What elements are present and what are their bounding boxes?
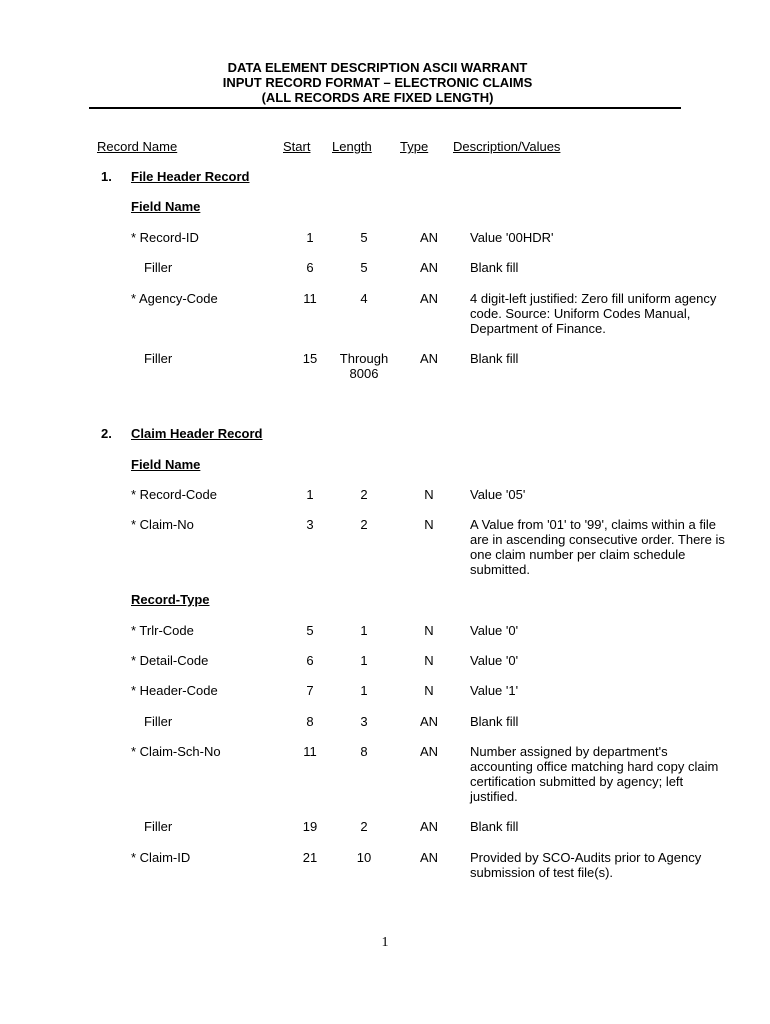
field-start: 6 — [306, 260, 314, 275]
field-name: * Record-ID — [131, 230, 199, 245]
field-description: Blank fill — [470, 351, 519, 366]
field-start: 1 — [306, 487, 314, 502]
field-length: 2 — [360, 819, 368, 834]
field-description: Provided by SCO-Audits prior to Agency submission of test file(s). — [470, 850, 702, 880]
field-length: 1 — [360, 653, 368, 668]
field-start: 5 — [306, 623, 314, 638]
field-description: A Value from '01' to '99', claims within a file are in ascending consecutive order. There is one claim number per claim schedule submitted. — [470, 517, 725, 577]
field-name: * Header-Code — [131, 683, 218, 698]
field-type: AN — [419, 819, 439, 834]
field-length: 2 — [360, 487, 368, 502]
field-description: Value '0' — [470, 653, 519, 668]
field-description: 4 digit-left justified: Zero fill uniform agency code. Source: Uniform Codes Manual, Department of Finance. — [470, 291, 717, 336]
field-length: 1 — [360, 623, 368, 638]
field-name-label: Field Name — [131, 457, 201, 472]
field-type: N — [424, 623, 434, 638]
field-start: 21 — [302, 850, 318, 865]
field-start: 1 — [306, 230, 314, 245]
field-name: * Claim-Sch-No — [131, 744, 221, 759]
title-line-1: DATA ELEMENT DESCRIPTION ASCII WARRANT — [227, 60, 528, 75]
field-length: 5 — [360, 260, 368, 275]
title-line-3: (ALL RECORDS ARE FIXED LENGTH) — [261, 90, 494, 105]
field-start: 19 — [302, 819, 318, 834]
field-description: Number assigned by department's accounting office matching hard copy claim certification submitted by agency; left justified. — [470, 744, 719, 804]
field-type: N — [424, 487, 434, 502]
section-title: File Header Record — [131, 169, 250, 184]
field-start: 6 — [306, 653, 314, 668]
field-name-label: Field Name — [131, 199, 201, 214]
field-start: 11 — [303, 744, 317, 759]
field-length: 4 — [360, 291, 368, 306]
field-name: * Trlr-Code — [131, 623, 194, 638]
field-type: AN — [419, 291, 439, 306]
field-name: Filler — [144, 351, 173, 366]
section-number: 2. — [101, 426, 112, 441]
field-type: AN — [419, 230, 439, 245]
field-length: 8 — [360, 744, 368, 759]
field-name: * Record-Code — [131, 487, 217, 502]
column-header-description: Description/Values — [453, 139, 561, 154]
field-name: * Claim-No — [131, 517, 194, 532]
field-type: N — [424, 683, 434, 698]
field-name: Filler — [144, 714, 173, 729]
field-name: * Claim-ID — [131, 850, 191, 865]
column-header-type: Type — [400, 139, 429, 154]
document-title — [0, 60, 770, 105]
field-start: 15 — [302, 351, 318, 366]
field-start: 3 — [306, 517, 314, 532]
field-start: 8 — [306, 714, 314, 729]
field-type: AN — [419, 714, 439, 729]
field-description: Value '0' — [470, 623, 519, 638]
section-title: Claim Header Record — [131, 426, 263, 441]
column-header-start: Start — [283, 139, 311, 154]
column-header-length: Length — [332, 139, 372, 154]
field-length: 3 — [360, 714, 368, 729]
field-length: 10 — [356, 850, 372, 865]
field-type: AN — [419, 744, 439, 759]
field-description: Blank fill — [470, 714, 519, 729]
field-name: Filler — [144, 819, 173, 834]
record-type-label: Record-Type — [131, 592, 210, 607]
field-length: Through 8006 — [339, 351, 389, 381]
title-line-2: INPUT RECORD FORMAT – ELECTRONIC CLAIMS — [222, 75, 533, 90]
field-description: Blank fill — [470, 819, 519, 834]
field-type: N — [424, 517, 434, 532]
field-type: AN — [419, 850, 439, 865]
field-type: AN — [419, 260, 439, 275]
field-description: Value '05' — [470, 487, 526, 502]
field-description: Value '1' — [470, 683, 519, 698]
field-description: Blank fill — [470, 260, 519, 275]
field-name: * Detail-Code — [131, 653, 209, 668]
field-type: N — [424, 653, 434, 668]
field-name: Filler — [144, 260, 173, 275]
field-type: AN — [419, 351, 439, 366]
field-start: 7 — [306, 683, 314, 698]
field-name: * Agency-Code — [131, 291, 218, 306]
field-length: 5 — [360, 230, 368, 245]
field-start: 11 — [303, 291, 317, 306]
section-number: 1. — [101, 169, 112, 184]
title-divider — [89, 107, 681, 109]
column-header-record-name: Record Name — [97, 139, 178, 154]
page-number: 1 — [381, 935, 389, 950]
field-length: 2 — [360, 517, 368, 532]
field-description: Value '00HDR' — [470, 230, 554, 245]
field-length: 1 — [360, 683, 368, 698]
